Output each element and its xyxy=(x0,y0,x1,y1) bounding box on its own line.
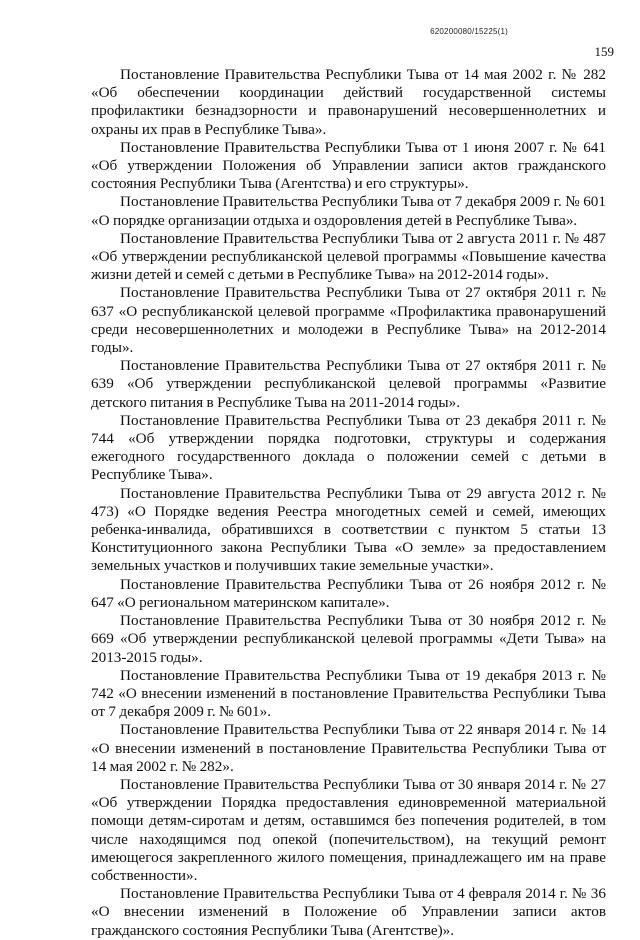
paragraph-13: Постановление Правительства Республики Тыва от 30 января 2014 г. № 27 «Об утверждении Порядка предоставления единовременной материальной помощи детям-сиротам и детям, оставшимся без попечения родителей, в том числе находящимся под опекой (попечительством), на текущий ремонт имеющегося закрепленного жилого помещения, принадлежащего им на праве собственности». xyxy=(91,775,606,884)
paragraph-6: Постановление Правительства Республики Тыва от 27 октября 2011 г. № 639 «Об утверждении республиканской целевой программы «Развитие детского питания в Республике Тыва на 2011-2014 годы». xyxy=(91,357,606,411)
document-id: 620200080/15225(1) xyxy=(430,27,508,36)
paragraph-4: Постановление Правительства Республики Тыва от 2 августа 2011 г. № 487 «Об утверждении республиканской целевой программы «Повышение качества жизни детей и семей с детьми в Республике Тыва» на 2012-2014 годы». xyxy=(91,229,606,284)
page-number: 159 xyxy=(594,44,614,59)
paragraph-14: Постановление Правительства Республики Тыва от 4 февраля 2014 г. № 36 «О внесении изменений в Положение об Управлении записи актов гражданского состояния Республики Тыва (Агентстве)». xyxy=(91,885,606,939)
paragraph-11: Постановление Правительства Республики Тыва от 19 декабря 2013 г. № 742 «О внесении изменений в постановление Правительства Республики Тыва от 7 декабря 2009 г. № 601». xyxy=(91,666,606,721)
paragraph-5: Постановление Правительства Республики Тыва от 27 октября 2011 г. № 637 «О республиканской целевой программе «Профилактика правонарушений среди несовершеннолетних и молодежи в Республике Тыва» на 2012-2014 годы». xyxy=(91,284,606,357)
document-body xyxy=(91,66,606,940)
paragraph-9: Постановление Правительства Республики Тыва от 26 ноября 2012 г. № 647 «О региональном материнском капитале». xyxy=(91,575,606,611)
paragraph-3: Постановление Правительства Республики Тыва от 7 декабря 2009 г. № 601 «О порядке организации отдыха и оздоровления детей в Республике Тыва». xyxy=(91,193,606,229)
paragraph-8: Постановление Правительства Республики Тыва от 29 августа 2012 г. № 473) «О Порядке ведения Реестра многодетных семей и семей, имеющих ребенка-инвалида, обратившихся в соответствии с пунктом 5 статьи 13 Конституционного закона Республики Тыва «О земле» за предоставлением земельных участков и получивших такие земельные участки». xyxy=(91,484,606,575)
paragraph-10: Постановление Правительства Республики Тыва от 30 ноября 2012 г. № 669 «Об утверждении республиканской целевой программы «Дети Тыва» на 2013-2015 годы». xyxy=(91,612,606,666)
paragraph-7: Постановление Правительства Республики Тыва от 23 декабря 2011 г. № 744 «Об утверждении порядка подготовки, структуры и содержания ежегодного государственного доклада о положении семей с детьми в Республике Тыва». xyxy=(91,411,606,484)
paragraph-12: Постановление Правительства Республики Тыва от 22 января 2014 г. № 14 «О внесении изменений в постановление Правительства Республики Тыва от 14 мая 2002 г. № 282». xyxy=(91,721,606,775)
paragraph-1: Постановление Правительства Республики Тыва от 14 мая 2002 г. № 282 «Об обеспечении координации действий государственной системы профилактики безнадзорности и правонарушений несовершеннолетних и охраны их прав в Республике Тыва». xyxy=(91,66,606,138)
paragraph-2: Постановление Правительства Республики Тыва от 1 июня 2007 г. № 641 «Об утверждении Положения об Управлении записи актов гражданского состояния Республики Тыва (Агентства) и его структуры». xyxy=(91,138,606,193)
